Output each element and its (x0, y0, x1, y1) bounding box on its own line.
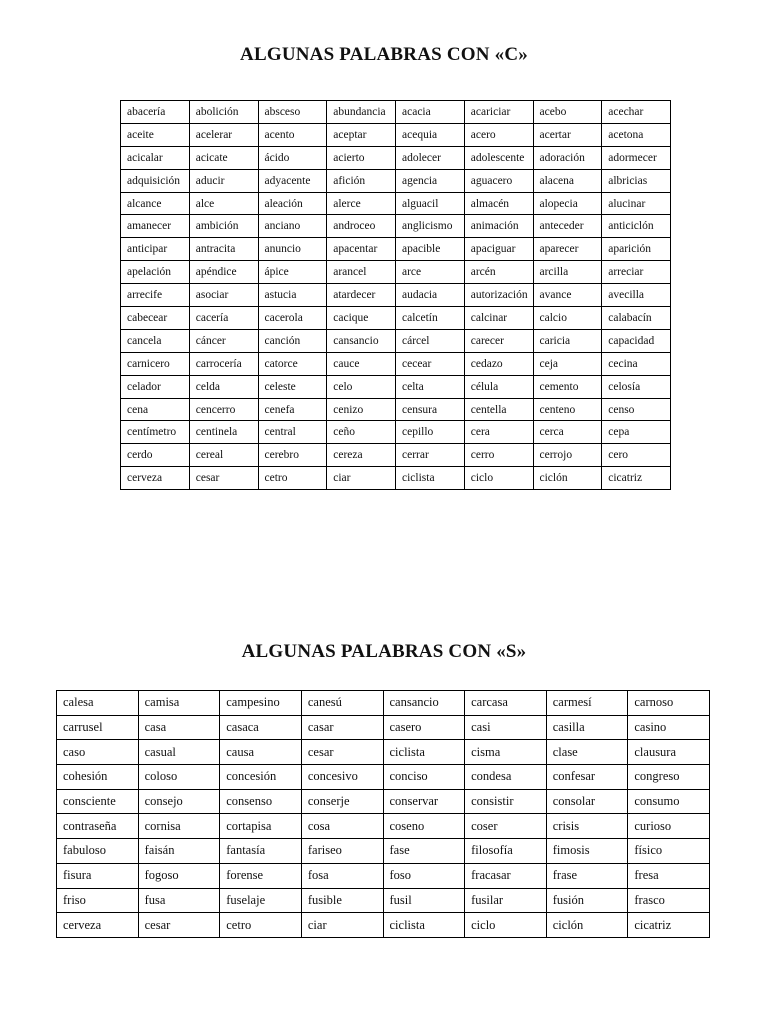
word-cell: fimosis (546, 839, 628, 864)
word-cell: cerrar (396, 444, 465, 467)
word-cell: cicatriz (628, 913, 710, 938)
word-cell: fusilar (465, 888, 547, 913)
word-cell: casar (301, 715, 383, 740)
word-cell: carrocería (189, 352, 258, 375)
word-cell: almacén (464, 192, 533, 215)
word-cell: acechar (602, 101, 671, 124)
word-cell: cesar (138, 913, 220, 938)
word-cell: fogoso (138, 863, 220, 888)
word-cell: adquisición (121, 169, 190, 192)
word-cell: astucia (258, 284, 327, 307)
word-cell: ciclista (383, 913, 465, 938)
word-cell: atardecer (327, 284, 396, 307)
word-cell: fase (383, 839, 465, 864)
word-cell: acento (258, 123, 327, 146)
word-cell: foso (383, 863, 465, 888)
word-cell: cera (464, 421, 533, 444)
table-row (57, 691, 710, 716)
word-cell: celta (396, 375, 465, 398)
word-cell: cerro (464, 444, 533, 467)
word-cell: ciar (327, 467, 396, 490)
table-row (121, 146, 671, 169)
word-cell: cerca (533, 421, 602, 444)
word-cell: cecear (396, 352, 465, 375)
word-cell: arcén (464, 261, 533, 284)
word-cell: cansancio (383, 691, 465, 716)
word-cell: ciclón (533, 467, 602, 490)
word-cell: ceja (533, 352, 602, 375)
word-cell: crisis (546, 814, 628, 839)
word-cell: abacería (121, 101, 190, 124)
word-cell: alce (189, 192, 258, 215)
word-cell: alopecia (533, 192, 602, 215)
word-cell: autorización (464, 284, 533, 307)
table-row (57, 863, 710, 888)
table-row (121, 375, 671, 398)
word-cell: fabuloso (57, 839, 139, 864)
word-cell: adyacente (258, 169, 327, 192)
word-cell: cena (121, 398, 190, 421)
word-cell: cero (602, 444, 671, 467)
table-row (121, 215, 671, 238)
table-row (57, 888, 710, 913)
word-cell: anteceder (533, 215, 602, 238)
word-cell: consolar (546, 789, 628, 814)
word-cell: cetro (258, 467, 327, 490)
word-cell: fosa (301, 863, 383, 888)
table-row (57, 913, 710, 938)
word-cell: arancel (327, 261, 396, 284)
word-cell: anglicismo (396, 215, 465, 238)
word-cell: aparición (602, 238, 671, 261)
word-cell: acelerar (189, 123, 258, 146)
word-cell: ambición (189, 215, 258, 238)
word-cell: fusa (138, 888, 220, 913)
table-row (121, 398, 671, 421)
table-row (57, 765, 710, 790)
word-cell: conserje (301, 789, 383, 814)
word-cell: fariseo (301, 839, 383, 864)
word-cell: cerdo (121, 444, 190, 467)
word-cell: ácido (258, 146, 327, 169)
word-cell: catorce (258, 352, 327, 375)
word-cell: cortapisa (220, 814, 302, 839)
word-cell: acariciar (464, 101, 533, 124)
word-cell: centella (464, 398, 533, 421)
word-cell: carnoso (628, 691, 710, 716)
section-s-title: ALGUNAS PALABRAS CON «S» (241, 641, 527, 662)
word-cell: caso (57, 740, 139, 765)
word-cell: anciano (258, 215, 327, 238)
table-row (121, 261, 671, 284)
word-cell: cárcel (396, 329, 465, 352)
word-cell: forense (220, 863, 302, 888)
word-cell: cesar (189, 467, 258, 490)
word-cell: camisa (138, 691, 220, 716)
word-cell: cepa (602, 421, 671, 444)
word-cell: campesino (220, 691, 302, 716)
word-cell: coloso (138, 765, 220, 790)
word-cell: casero (383, 715, 465, 740)
word-cell: cereal (189, 444, 258, 467)
word-cell: albricias (602, 169, 671, 192)
word-cell: calabacín (602, 307, 671, 330)
word-cell: abolición (189, 101, 258, 124)
word-cell: cansancio (327, 329, 396, 352)
word-cell: concesión (220, 765, 302, 790)
word-cell: ciclista (383, 740, 465, 765)
word-cell: cerveza (57, 913, 139, 938)
word-cell: apacentar (327, 238, 396, 261)
words-with-c-table (120, 100, 671, 490)
table-row (121, 284, 671, 307)
word-cell: antracita (189, 238, 258, 261)
word-cell: centinela (189, 421, 258, 444)
word-cell: consejo (138, 789, 220, 814)
word-cell: cacería (189, 307, 258, 330)
word-cell: cedazo (464, 352, 533, 375)
word-cell: aducir (189, 169, 258, 192)
word-cell: casi (465, 715, 547, 740)
word-cell: censura (396, 398, 465, 421)
word-cell: apelación (121, 261, 190, 284)
word-cell: fuselaje (220, 888, 302, 913)
section-c-title: ALGUNAS PALABRAS CON «C» (240, 44, 528, 65)
table-row (121, 352, 671, 375)
word-cell: apacible (396, 238, 465, 261)
word-cell: animación (464, 215, 533, 238)
word-cell: clausura (628, 740, 710, 765)
word-cell: congreso (628, 765, 710, 790)
word-cell: casilla (546, 715, 628, 740)
word-cell: caricia (533, 329, 602, 352)
word-cell: fusil (383, 888, 465, 913)
word-cell: aleación (258, 192, 327, 215)
word-cell: acetona (602, 123, 671, 146)
word-cell: centímetro (121, 421, 190, 444)
word-cell: afición (327, 169, 396, 192)
word-cell: físico (628, 839, 710, 864)
word-cell: adolescente (464, 146, 533, 169)
word-cell: acicalar (121, 146, 190, 169)
word-cell: alacena (533, 169, 602, 192)
word-cell: adolecer (396, 146, 465, 169)
word-cell: celo (327, 375, 396, 398)
word-cell: calcio (533, 307, 602, 330)
table-row (121, 421, 671, 444)
word-cell: fantasía (220, 839, 302, 864)
word-cell: conciso (383, 765, 465, 790)
word-cell: cosa (301, 814, 383, 839)
word-cell: cerveza (121, 467, 190, 490)
word-cell: friso (57, 888, 139, 913)
word-cell: cohesión (57, 765, 139, 790)
words-with-s-table (56, 690, 710, 938)
word-cell: cáncer (189, 329, 258, 352)
word-cell: consciente (57, 789, 139, 814)
word-cell: censo (602, 398, 671, 421)
word-cell: calesa (57, 691, 139, 716)
word-cell: clase (546, 740, 628, 765)
word-cell: avecilla (602, 284, 671, 307)
word-cell: cisma (465, 740, 547, 765)
word-cell: ceño (327, 421, 396, 444)
table-row (121, 444, 671, 467)
word-cell: carcasa (465, 691, 547, 716)
word-cell: ciclón (546, 913, 628, 938)
table-row (121, 238, 671, 261)
table-row (121, 467, 671, 490)
word-cell: calcinar (464, 307, 533, 330)
word-cell: casual (138, 740, 220, 765)
word-cell: ciar (301, 913, 383, 938)
word-cell: aguacero (464, 169, 533, 192)
table-row (57, 715, 710, 740)
word-cell: coser (465, 814, 547, 839)
word-cell: concesivo (301, 765, 383, 790)
word-cell: centeno (533, 398, 602, 421)
table-row (121, 192, 671, 215)
word-cell: cacerola (258, 307, 327, 330)
word-cell: cancela (121, 329, 190, 352)
word-cell: coseno (383, 814, 465, 839)
word-cell: apéndice (189, 261, 258, 284)
word-cell: cicatriz (602, 467, 671, 490)
word-cell: célula (464, 375, 533, 398)
word-cell: condesa (465, 765, 547, 790)
table-row (57, 814, 710, 839)
word-cell: abundancia (327, 101, 396, 124)
word-cell: fusible (301, 888, 383, 913)
word-cell: aparecer (533, 238, 602, 261)
word-cell: central (258, 421, 327, 444)
word-cell: calcetín (396, 307, 465, 330)
word-cell: celda (189, 375, 258, 398)
word-cell: consenso (220, 789, 302, 814)
word-cell: frasco (628, 888, 710, 913)
word-cell: acequia (396, 123, 465, 146)
word-cell: ápice (258, 261, 327, 284)
word-cell: androceo (327, 215, 396, 238)
word-cell: ciclo (464, 467, 533, 490)
word-cell: aceite (121, 123, 190, 146)
word-cell: arce (396, 261, 465, 284)
word-cell: cabecear (121, 307, 190, 330)
word-cell: adoración (533, 146, 602, 169)
word-cell: carnicero (121, 352, 190, 375)
word-cell: alucinar (602, 192, 671, 215)
word-cell: audacia (396, 284, 465, 307)
word-cell: absceso (258, 101, 327, 124)
table-row (121, 169, 671, 192)
word-cell: cecina (602, 352, 671, 375)
word-cell: curioso (628, 814, 710, 839)
table-row (57, 789, 710, 814)
word-cell: cenizo (327, 398, 396, 421)
word-cell: fisura (57, 863, 139, 888)
word-cell: cencerro (189, 398, 258, 421)
word-cell: casaca (220, 715, 302, 740)
word-cell: celosía (602, 375, 671, 398)
word-cell: acero (464, 123, 533, 146)
word-cell: anticiclón (602, 215, 671, 238)
word-cell: arreciar (602, 261, 671, 284)
word-cell: cetro (220, 913, 302, 938)
table-row (121, 329, 671, 352)
table-row (57, 839, 710, 864)
word-cell: cornisa (138, 814, 220, 839)
word-cell: arcilla (533, 261, 602, 284)
word-cell: cacique (327, 307, 396, 330)
word-cell: faisán (138, 839, 220, 864)
word-cell: adormecer (602, 146, 671, 169)
word-cell: casa (138, 715, 220, 740)
word-cell: cepillo (396, 421, 465, 444)
word-cell: canción (258, 329, 327, 352)
word-cell: acebo (533, 101, 602, 124)
word-cell: cenefa (258, 398, 327, 421)
word-cell: arrecife (121, 284, 190, 307)
word-cell: consumo (628, 789, 710, 814)
word-cell: aceptar (327, 123, 396, 146)
word-cell: apaciguar (464, 238, 533, 261)
word-cell: conservar (383, 789, 465, 814)
word-cell: alcance (121, 192, 190, 215)
word-cell: anticipar (121, 238, 190, 261)
word-cell: alguacil (396, 192, 465, 215)
table-row (121, 123, 671, 146)
word-cell: amanecer (121, 215, 190, 238)
word-cell: fresa (628, 863, 710, 888)
word-cell: carmesí (546, 691, 628, 716)
word-cell: avance (533, 284, 602, 307)
word-cell: alerce (327, 192, 396, 215)
word-cell: cauce (327, 352, 396, 375)
word-cell: canesú (301, 691, 383, 716)
word-cell: asociar (189, 284, 258, 307)
word-cell: capacidad (602, 329, 671, 352)
word-cell: confesar (546, 765, 628, 790)
word-cell: fracasar (465, 863, 547, 888)
word-cell: acacia (396, 101, 465, 124)
word-cell: carecer (464, 329, 533, 352)
word-cell: filosofía (465, 839, 547, 864)
word-cell: contraseña (57, 814, 139, 839)
word-cell: causa (220, 740, 302, 765)
word-cell: cereza (327, 444, 396, 467)
word-cell: consistir (465, 789, 547, 814)
table-row (121, 101, 671, 124)
word-cell: casino (628, 715, 710, 740)
word-cell: carrusel (57, 715, 139, 740)
word-cell: acierto (327, 146, 396, 169)
word-cell: acicate (189, 146, 258, 169)
word-cell: cerrojo (533, 444, 602, 467)
table-row (121, 307, 671, 330)
word-cell: ciclo (465, 913, 547, 938)
word-cell: cesar (301, 740, 383, 765)
word-cell: agencia (396, 169, 465, 192)
word-cell: fusión (546, 888, 628, 913)
word-cell: anuncio (258, 238, 327, 261)
word-cell: celador (121, 375, 190, 398)
word-cell: cemento (533, 375, 602, 398)
word-cell: acertar (533, 123, 602, 146)
word-cell: celeste (258, 375, 327, 398)
word-cell: ciclista (396, 467, 465, 490)
word-cell: cerebro (258, 444, 327, 467)
table-row (57, 740, 710, 765)
word-cell: frase (546, 863, 628, 888)
